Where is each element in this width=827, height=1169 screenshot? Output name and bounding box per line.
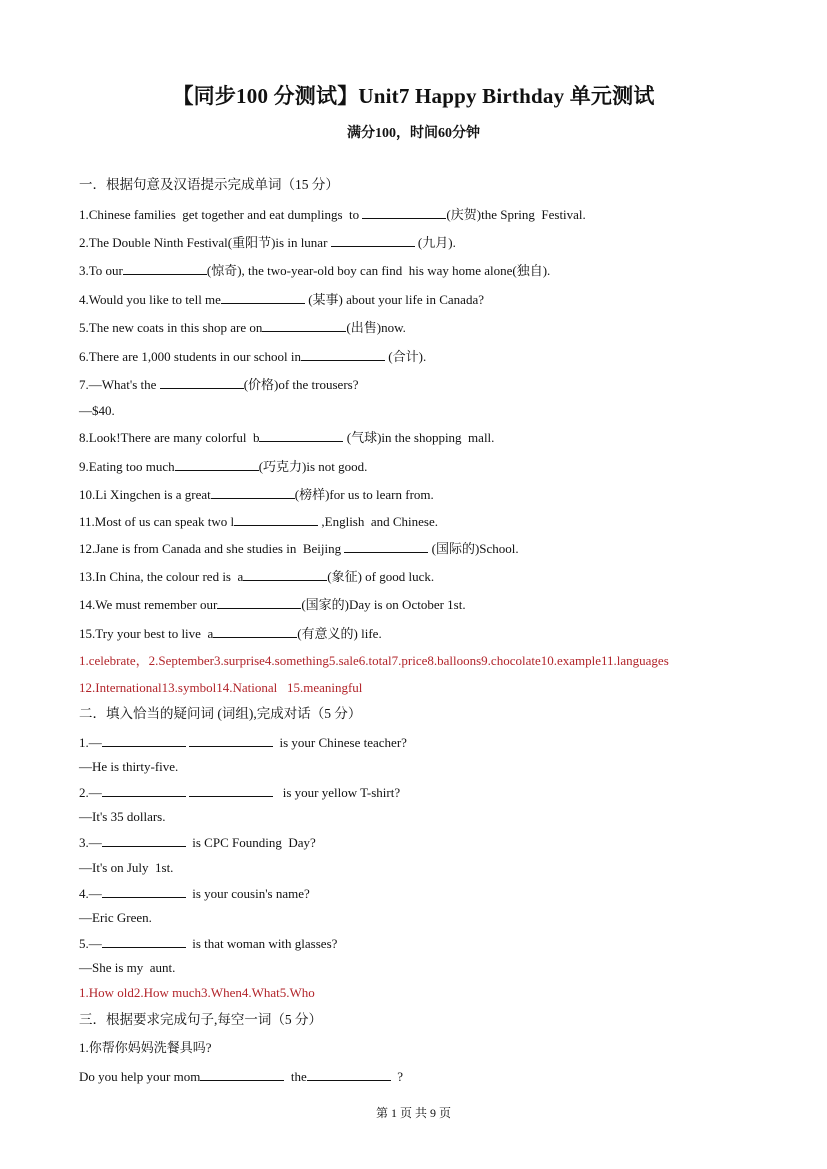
question-1-15: 15.Try your best to live a (有意义的) life.	[79, 626, 382, 641]
page-title: 【同步100 分测试】Unit7 Happy Birthday 单元测试	[172, 84, 655, 108]
section-3-heading: 三．根据要求完成句子,每空一词（5 分）	[79, 1012, 322, 1027]
question-2-5-reply: —She is my aunt.	[79, 960, 176, 975]
answer-blank[interactable]	[102, 784, 186, 797]
question-2-3: 3.— is CPC Founding Day?	[79, 835, 316, 850]
answer-blank[interactable]	[189, 784, 273, 797]
question-2-2: 2.— is your yellow T-shirt?	[79, 785, 401, 800]
question-1-6: 6.There are 1,000 students in our school in (合计).	[79, 349, 427, 364]
question-1-2: 2.The Double Ninth Festival(重阳节)is in lunar (九月).	[79, 235, 456, 250]
question-1-3: 3.To our (惊奇), the two-year-old boy can find his way home alone(独自).	[79, 263, 551, 278]
answer-blank[interactable]	[213, 625, 297, 638]
question-1-7-reply: —$40.	[79, 403, 115, 418]
answer-blank[interactable]	[221, 291, 305, 304]
question-2-1-reply: —He is thirty-five.	[79, 759, 179, 774]
question-1-1: 1.Chinese families get together and eat dumplings to (庆贺)the Spring Festival.	[79, 207, 586, 222]
question-1-10: 10.Li Xingchen is a great (榜样)for us to learn from.	[79, 487, 434, 502]
answer-blank[interactable]	[102, 734, 186, 747]
answer-blank[interactable]	[102, 885, 186, 898]
question-2-5: 5.— is that woman with glasses?	[79, 936, 338, 951]
question-1-9: 9.Eating too much (巧克力)is not good.	[79, 459, 368, 474]
question-2-1: 1.— is your Chinese teacher?	[79, 735, 407, 750]
answer-blank[interactable]	[217, 596, 301, 609]
question-1-13: 13.In China, the colour red is a (象征) of good luck.	[79, 569, 435, 584]
answer-blank[interactable]	[331, 234, 415, 247]
answer-blank[interactable]	[102, 834, 186, 847]
page-footer: 第 1 页 共 9 页	[375, 1106, 451, 1120]
answer-blank[interactable]	[211, 486, 295, 499]
answer-blank[interactable]	[200, 1068, 284, 1081]
page-subtitle: 满分100，时间60分钟	[347, 126, 480, 141]
answer-blank[interactable]	[189, 734, 273, 747]
answer-blank[interactable]	[160, 376, 244, 389]
answer-blank[interactable]	[262, 319, 346, 332]
section-1-heading: 一．根据句意及汉语提示完成单词（15 分）	[79, 177, 339, 192]
question-3-1: Do you help your mom the ?	[79, 1069, 403, 1084]
question-1-5: 5.The new coats in this shop are on (出售)now.	[79, 320, 406, 335]
question-1-8: 8.Look!There are many colorful b (气球)in the shopping mall.	[79, 430, 495, 445]
answer-blank[interactable]	[243, 568, 327, 581]
question-2-3-reply: —It's on July 1st.	[79, 860, 174, 875]
answer-blank[interactable]	[102, 935, 186, 948]
question-2-2-reply: —It's 35 dollars.	[79, 809, 166, 824]
question-2-4-reply: —Eric Green.	[79, 910, 152, 925]
question-1-4: 4.Would you like to tell me (某事) about your life in Canada?	[79, 292, 484, 307]
answer-blank[interactable]	[175, 458, 259, 471]
section-1-answers-line-1: 1.celebrate，2.September3.surprise4.something5.sale6.total7.price8.balloons9.chocolate10.example11.languages	[79, 653, 669, 668]
answer-blank[interactable]	[307, 1068, 391, 1081]
question-1-14: 14.We must remember our (国家的)Day is on October 1st.	[79, 597, 466, 612]
question-1-7: 7.—What's the (价格)of the trousers?	[79, 377, 359, 392]
question-1-12: 12.Jane is from Canada and she studies in Beijing (国际的)School.	[79, 541, 519, 556]
answer-blank[interactable]	[123, 262, 207, 275]
answer-blank[interactable]	[362, 206, 446, 219]
section-2-answers: 1.How old2.How much3.When4.What5.Who	[79, 985, 315, 1000]
answer-blank[interactable]	[259, 429, 343, 442]
question-1-11: 11.Most of us can speak two l ,English and Chinese.	[79, 514, 439, 529]
question-2-4: 4.— is your cousin's name?	[79, 886, 310, 901]
section-1-answers-line-2: 12.International13.symbol14.National 15.meaningful	[79, 680, 363, 695]
question-3-1-chinese: 1.你帮你妈妈洗餐具吗?	[79, 1040, 212, 1055]
section-2-heading: 二．填入恰当的疑问词 (词组),完成对话（5 分）	[79, 706, 362, 721]
answer-blank[interactable]	[301, 348, 385, 361]
answer-blank[interactable]	[234, 513, 318, 526]
answer-blank[interactable]	[344, 540, 428, 553]
